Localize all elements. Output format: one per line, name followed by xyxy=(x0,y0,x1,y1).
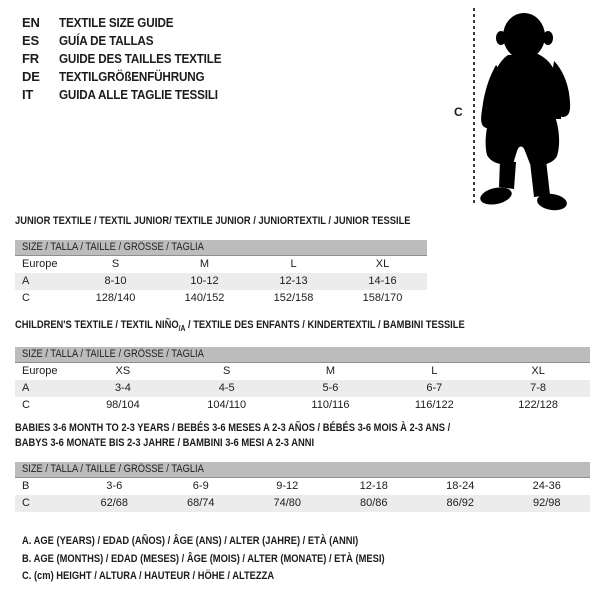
table-row-age-months xyxy=(15,478,590,495)
language-row xyxy=(22,49,239,67)
cell-value: 128/140 xyxy=(95,292,136,304)
cell-value: 8-10 xyxy=(104,275,127,287)
table-row-europe xyxy=(15,363,590,380)
height-label: C xyxy=(454,105,463,119)
language-row xyxy=(22,31,239,49)
cell-value: 5-6 xyxy=(322,382,339,395)
cell-value: 18-24 xyxy=(446,480,475,492)
language-title: GUIDA ALLE TAGLIE TESSILI xyxy=(59,86,218,102)
table-row-age xyxy=(15,273,427,290)
cell-value: 68/74 xyxy=(186,497,215,509)
table-row-age xyxy=(15,380,590,397)
language-row xyxy=(22,67,239,85)
language-code: IT xyxy=(22,86,34,102)
cell-value: XL xyxy=(531,365,545,378)
size-header-bar: SIZE / TALLA / TAILLE / GRÖSSE / TAGLIA xyxy=(15,347,590,363)
language-row xyxy=(22,85,239,103)
table-row-europe xyxy=(15,256,427,273)
cell-value: 3-6 xyxy=(106,480,123,492)
language-code: FR xyxy=(22,50,39,66)
legend xyxy=(22,533,449,586)
cell-value: 86/92 xyxy=(446,497,475,509)
cell-value: S xyxy=(111,258,120,270)
title-subscript: /A xyxy=(178,324,186,334)
size-header-bar: SIZE / TALLA / TAILLE / GRÖSSE / TAGLIA xyxy=(15,462,590,478)
cell-value: 98/104 xyxy=(106,399,140,412)
cell-value: M xyxy=(199,258,210,270)
row-label: Europe xyxy=(22,365,58,378)
legend-line-height: C. (cm) HEIGHT / ALTURA / HAUTEUR / HÖHE / ALTEZZA xyxy=(22,570,275,582)
table-title: BABIES 3-6 MONTH TO 2-3 YEARS / BEBÉS 3-6 MESES A 2-3 AÑOS / BÉBÉS 3-6 MOIS À 2-3 ANS / BABYS 3-6 MONATE BIS 2-3 JAHRE / BAMBINI 3-6 MESI A 2-3 ANNI xyxy=(15,422,451,449)
cell-value: 9-12 xyxy=(276,480,299,492)
cell-value: 6-9 xyxy=(192,480,209,492)
legend-line-age-years: A. AGE (YEARS) / EDAD (AÑOS) / ÂGE (ANS) / ALTER (JAHRE) / ETÀ (ANNI) xyxy=(22,535,359,547)
language-title: TEXTILGRÖßENFÜHRUNG xyxy=(59,68,205,84)
cell-value: 152/158 xyxy=(273,292,314,304)
cell-value: 12-13 xyxy=(279,275,308,287)
cell-value: 62/68 xyxy=(100,497,129,509)
cell-value: 3-4 xyxy=(114,382,131,395)
table-title: JUNIOR TEXTILE / TEXTIL JUNIOR/ TEXTILE JUNIOR / JUNIORTEXTIL / JUNIOR TESSILE xyxy=(15,215,411,227)
language-code: DE xyxy=(22,68,40,84)
row-label: A xyxy=(22,275,30,287)
row-label: B xyxy=(22,480,30,492)
baby-silhouette-icon xyxy=(472,5,580,215)
cell-value: M xyxy=(325,365,336,378)
language-title: GUIDE DES TAILLES TEXTILE xyxy=(59,50,222,66)
babies-textile-table-section xyxy=(15,421,590,512)
cell-value: 122/128 xyxy=(518,399,558,412)
table-body xyxy=(15,363,590,414)
cell-value: L xyxy=(290,258,297,270)
table-row-height xyxy=(15,290,427,307)
cell-value: S xyxy=(223,365,231,378)
cell-value: 158/170 xyxy=(362,292,403,304)
cell-value: XL xyxy=(375,258,390,270)
cell-value: 74/80 xyxy=(273,497,302,509)
size-header-bar: SIZE / TALLA / TAILLE / GRÖSSE / TAGLIA xyxy=(15,240,427,256)
cell-value: 140/152 xyxy=(184,292,225,304)
table-body xyxy=(15,478,590,512)
language-title: GUÍA DE TALLAS xyxy=(59,32,154,48)
table-row-height xyxy=(15,397,590,414)
table-row-height xyxy=(15,495,590,512)
table-title: CHILDREN'S TEXTILE / TEXTIL $NIÑO_{/A}$ / TEXTILE DES ENFANTS / KINDERTEXTIL / BAMBINI TESSILE xyxy=(15,319,465,334)
row-label: Europe xyxy=(22,258,58,270)
table-body xyxy=(15,256,427,307)
children-textile-table-section xyxy=(15,318,590,414)
cell-value: 24-36 xyxy=(532,480,561,492)
cell-value: 7-8 xyxy=(530,382,547,395)
row-label: C xyxy=(22,399,30,412)
legend-line-age-months: B. AGE (MONTHS) / EDAD (MESES) / ÂGE (MOIS) / ALTER (MONATE) / ETÀ (MESI) xyxy=(22,552,385,565)
cell-value: 12-18 xyxy=(359,480,388,492)
junior-textile-table-section xyxy=(15,214,427,307)
row-label: C xyxy=(22,497,30,509)
language-row xyxy=(22,13,239,31)
row-label: A xyxy=(22,382,30,395)
cell-value: XS xyxy=(115,365,131,378)
language-title-list xyxy=(22,13,239,103)
language-code: ES xyxy=(22,32,39,48)
cell-value: 10-12 xyxy=(190,275,219,287)
language-code: EN xyxy=(22,14,40,30)
cell-value: 14-16 xyxy=(368,275,397,287)
cell-value: 104/110 xyxy=(207,399,247,412)
cell-value: L xyxy=(431,365,438,378)
row-label: C xyxy=(22,292,30,304)
cell-value: 110/116 xyxy=(311,399,350,412)
cell-value: 6-7 xyxy=(426,382,443,395)
cell-value: 116/122 xyxy=(414,399,454,412)
cell-value: 4-5 xyxy=(218,382,235,395)
language-title: TEXTILE SIZE GUIDE xyxy=(59,14,174,30)
cell-value: 92/98 xyxy=(532,497,561,509)
cell-value: 80/86 xyxy=(359,497,388,509)
